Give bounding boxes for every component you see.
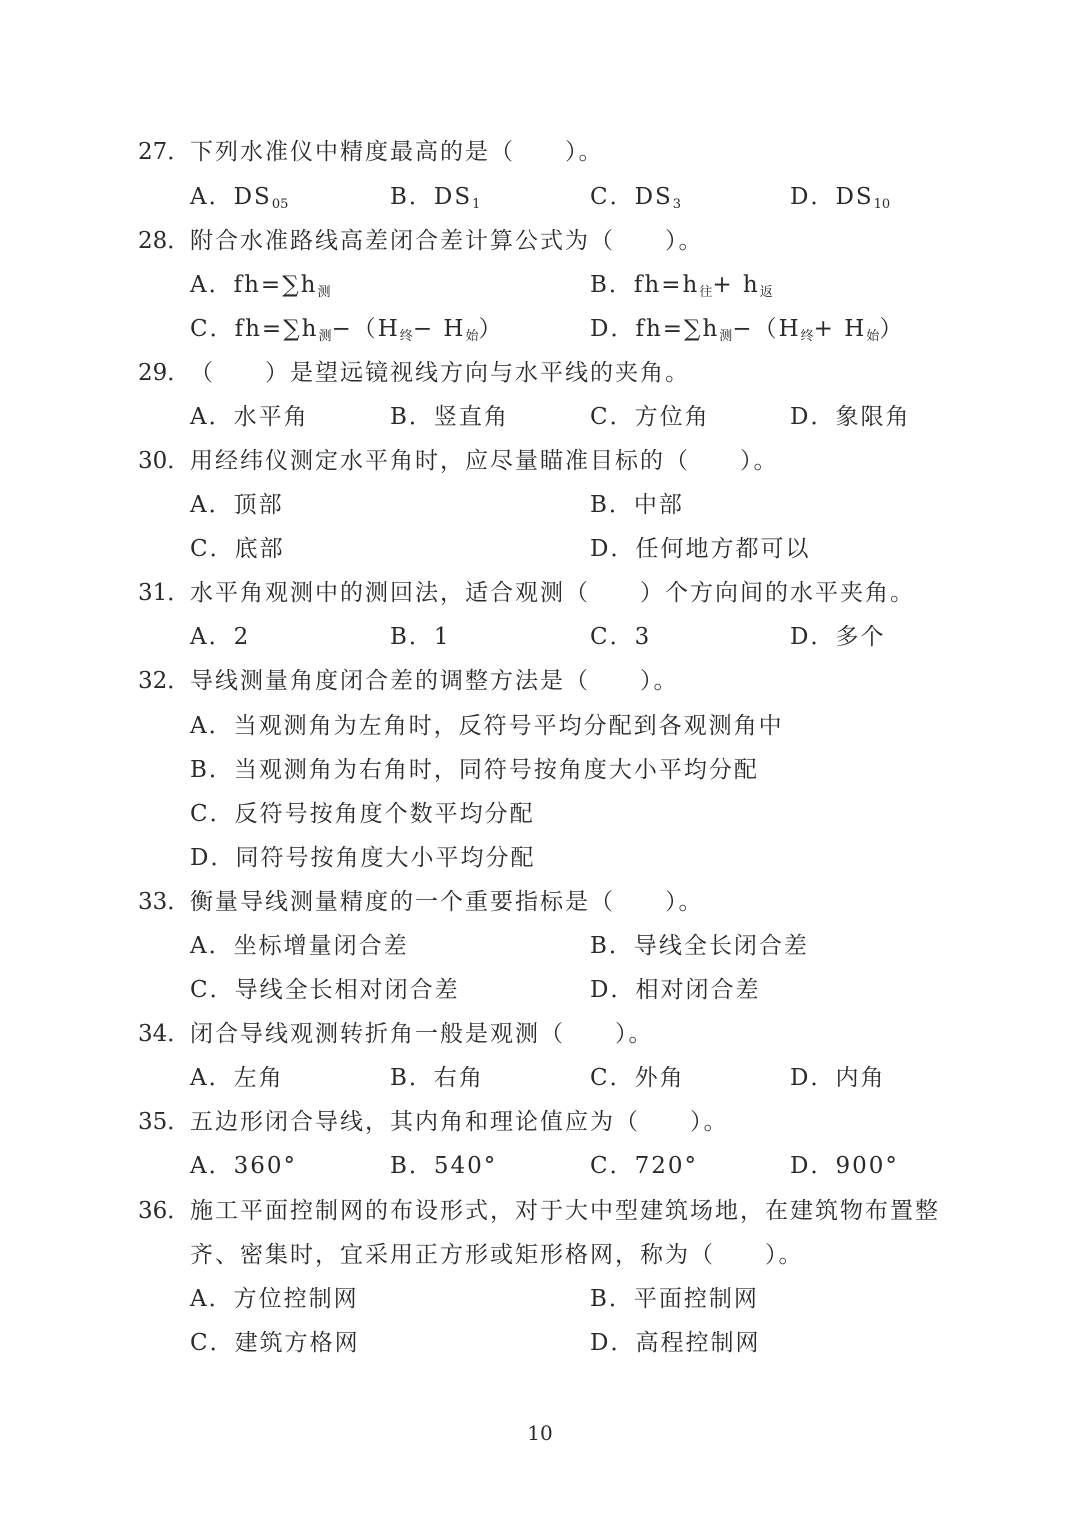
question-number: 29． [138,360,191,386]
question-stem: 施工平面控制网的布设形式，对于大中型建筑场地，在建筑物布置整 [190,1198,940,1224]
question-number: 28． [138,228,191,254]
option-c: C．$DS_3$ [590,184,682,212]
question-number: 31． [138,580,191,606]
option-b: B．当观测角为右角时，同符号按角度大小平均分配 [190,757,759,783]
option-b: B．$fh=h_往+ h_返$ [590,272,773,300]
question-stem: 闭合导线观测转折角一般是观测（ ）。 [190,1021,654,1047]
question-stem: 导线测量角度闭合差的调整方法是（ ）。 [190,668,679,694]
option-d: D．$DS_{10}$ [790,184,891,212]
option-a: A．左角 [190,1065,284,1091]
question-stem: 水平角观测中的测回法，适合观测（ ）个方向间的水平夹角。 [190,580,915,606]
option-d: D．内角 [790,1065,886,1091]
question-stem: 附合水准路线高差闭合差计算公式为（ ）。 [190,228,704,254]
option-c: C．外角 [590,1065,685,1091]
option-c: C．导线全长相对闭合差 [190,977,460,1003]
question-stem: 衡量导线测量精度的一个重要指标是（ ）。 [190,889,704,915]
option-d: D．900° [790,1153,899,1179]
option-c: C．3 [590,624,652,650]
option-c: C．720° [590,1153,698,1179]
question-stem: （ ）是望远镜视线方向与水平线的夹角。 [190,360,690,386]
question-number: 27． [138,139,191,165]
option-c: C．建筑方格网 [190,1330,360,1356]
option-b: B．$DS_1$ [390,184,481,212]
question-stem: 用经纬仪测定水平角时，应尽量瞄准目标的（ ）。 [190,448,779,474]
option-d: D．$fh=\sum h_测-(H_终+ H_始)$ [590,316,905,344]
option-a: A．$DS_{05}$ [190,184,289,212]
option-b: B．1 [390,624,451,650]
question-number: 35． [138,1109,191,1135]
question-stem: 下列水准仪中精度最高的是（ ）。 [190,139,604,165]
question-number: 36． [138,1198,191,1224]
page-number: 10 [527,1421,553,1445]
option-a: A．方位控制网 [190,1286,359,1312]
option-c: C．反符号按角度个数平均分配 [190,801,535,827]
option-c: C．方位角 [590,404,710,430]
question-number: 34． [138,1021,191,1047]
question-stem-continued: 齐、密集时，宜采用正方形或矩形格网，称为（ ）。 [190,1242,804,1268]
option-d: D．任何地方都可以 [590,536,811,562]
option-d: D．象限角 [790,404,911,430]
option-b: B．中部 [590,492,684,518]
option-a: A．坐标增量闭合差 [190,933,409,959]
option-a: A．水平角 [190,404,309,430]
question-stem: 五边形闭合导线，其内角和理论值应为（ ）。 [190,1109,729,1135]
option-d: D．高程控制网 [590,1330,761,1356]
option-a: A．当观测角为左角时，反符号平均分配到各观测角中 [190,713,784,739]
option-a: A．360° [190,1153,298,1179]
option-a: A．顶部 [190,492,284,518]
question-number: 30． [138,448,191,474]
option-b: B．右角 [390,1065,484,1091]
option-c: C．底部 [190,536,285,562]
option-b: B．平面控制网 [590,1286,759,1312]
option-b: B．竖直角 [390,404,509,430]
question-number: 32． [138,668,191,694]
option-c: C．$fh=\sum h_测-(H_终- H_始)$ [190,316,504,344]
option-d: D．多个 [790,624,886,650]
option-d: D．相对闭合差 [590,977,761,1003]
option-a: A．2 [190,624,251,650]
option-d: D．同符号按角度大小平均分配 [190,845,536,871]
option-b: B．540° [390,1153,498,1179]
option-b: B．导线全长闭合差 [590,933,809,959]
question-number: 33． [138,889,191,915]
option-a: A．$fh=\sum h_测$ [190,272,331,300]
